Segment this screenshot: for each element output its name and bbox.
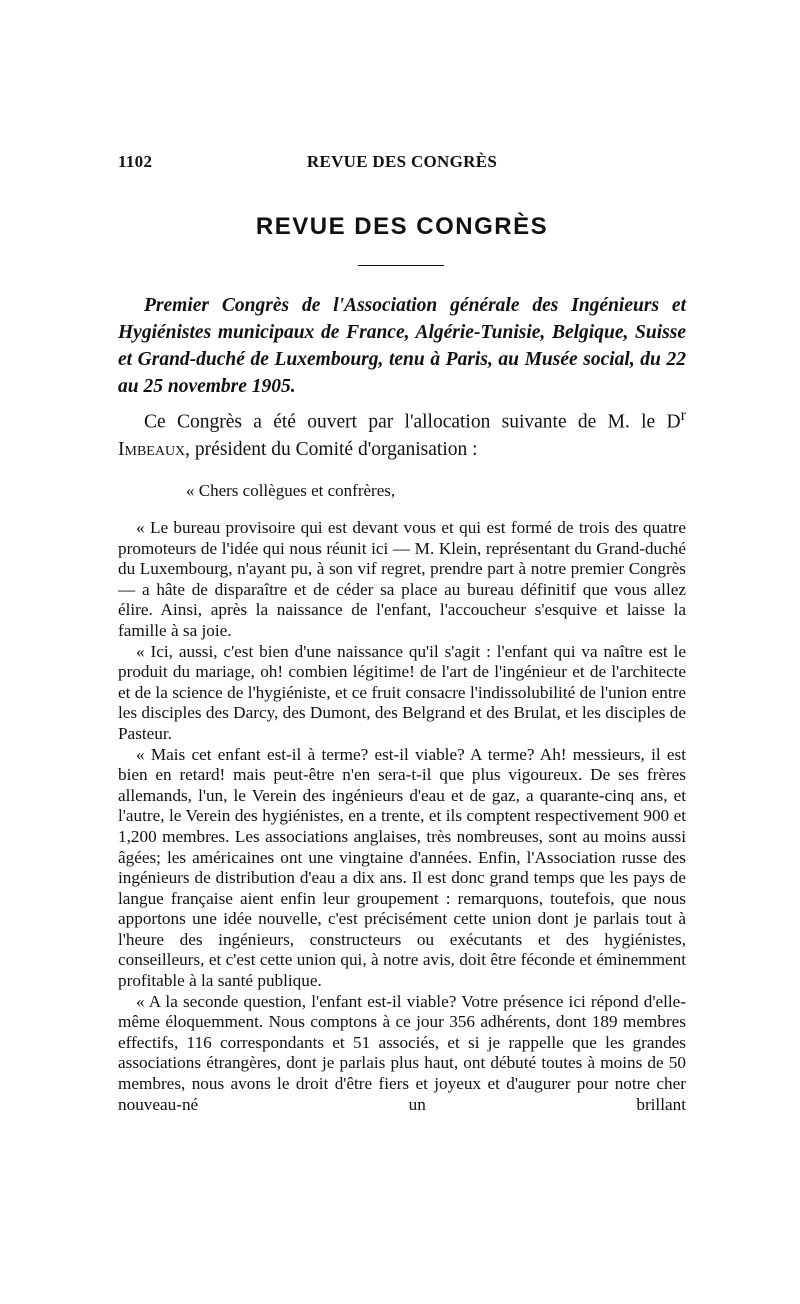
running-head — [118, 152, 686, 176]
opening-paragraph — [118, 402, 686, 463]
speaker-name: Imbeaux — [118, 438, 186, 460]
title-rule — [358, 265, 444, 266]
running-head-title: REVUE DES CONGRÈS — [306, 152, 498, 171]
speech-body — [118, 518, 686, 1115]
speech-paragraph: « A la seconde question, l'enfant est-il viable? Votre présence ici répond d'elle-même éloquemment. Nous comptons à ce jour 356 adhérents, dont 189 membres effectifs, 116 correspondants et 51 associés, et si je rappelle que les grandes associations étrangères, dont je parlais plus haut, ont débuté toutes à moins de 50 membres, nous avons le droit d'être fiers et joyeux et d'augurer pour notre cher nouveau-né un brillant — [118, 991, 686, 1114]
opening-tail: , président du Comité d'organisation : — [185, 438, 478, 460]
section-title: REVUE DES CONGRÈS — [255, 213, 549, 240]
page-number: 1102 — [118, 152, 153, 171]
congress-subtitle: Premier Congrès de l'Association générale des Ingénieurs et Hygiénistes municipaux de France, Algérie-Tunisie, Belgique, Suisse et Grand-duché de Luxembourg, tenu à Paris, au Musée social, du 22 au 25 novembre 1905. — [118, 295, 686, 397]
speech-paragraph: « Mais cet enfant est-il à terme? est-il viable? A terme? Ah! messieurs, il est bien en retard! mais peut-être n'en sera-t-il que plus vigoureux. De ses frères allemands, l'un, le Verein des ingénieurs d'eau et de gaz, a quarante-cinq ans, et l'autre, le Verein des hygiénistes, en a trente, et ils comptent respectivement 900 et 1,200 membres. Les associations anglaises, très nombreuses, sont au moins aussi âgées; les américaines ont une vingtaine d'années. Enfin, l'Association russe des ingénieurs de distribution d'eau a dix ans. Il est donc grand temps que les pays de langue française aient enfin leur groupement : remarquons, toutefois, que nous apportons une idée nouvelle, c'est précisément cette union dont je parlais tout à l'heure des ingénieurs, constructeurs ou exécutants et des hygiénistes, conseilleurs, et c'est cette union qui, à notre avis, doit être féconde et éminemment profitable à la santé publique. — [118, 744, 686, 991]
opening-sup: r — [680, 406, 686, 424]
salutation: « Chers collègues et confrères, — [186, 481, 396, 500]
speech-paragraph: « Le bureau provisoire qui est devant vous et qui est formé de trois des quatre promoteurs de l'idée qui nous réunit ici — M. Klein, représentant du Grand-duché du Luxembourg, n'ayant pu, à son vif regret, prendre part à notre premier Congrès — a hâte de disparaître et de céder sa place au bureau définitif que vous allez élire. Ainsi, après la naissance de l'enfant, l'accoucheur s'esquive et laisse la famille à sa joie. — [118, 518, 686, 640]
opening-text: Ce Congrès a été ouvert par l'allocation suivante de M. le D — [144, 411, 681, 433]
speech-paragraph: « Ici, aussi, c'est bien d'une naissance qu'il s'agit : l'enfant qui va naître est le produit du mariage, oh! combien légitime! de l'art de l'ingénieur et de l'architecte et de la science de l'hygiéniste, et ce fruit consacre l'indissolubilité de l'union entre les disciples des Darcy, des Dumont, des Belgrand et des Brulat, et les disciples de Pasteur. — [118, 641, 686, 743]
